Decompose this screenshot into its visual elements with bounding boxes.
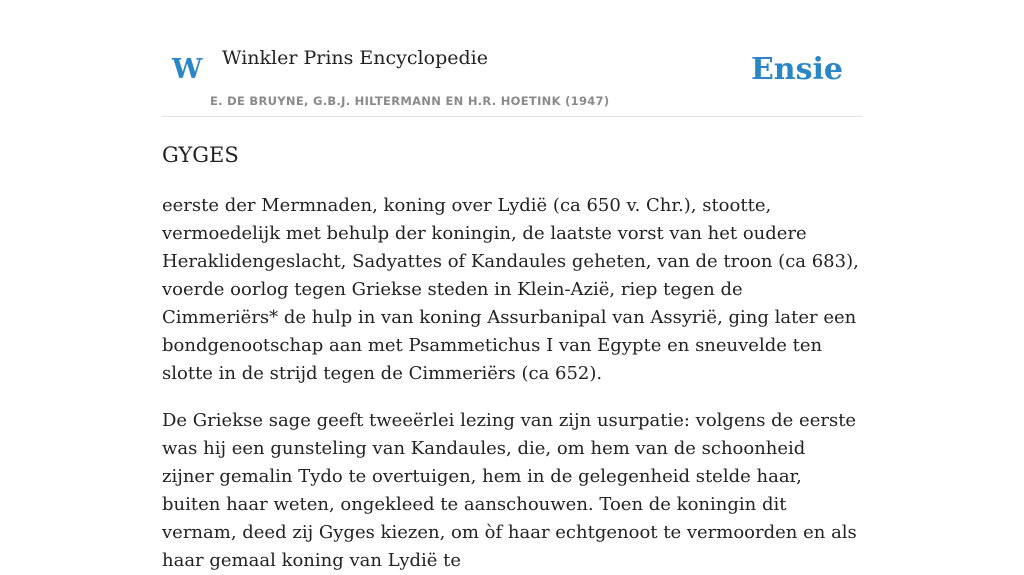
encyclopedia-header [162,0,862,117]
publication-title[interactable]: Winkler Prins Encyclopedie [222,47,488,69]
article-paragraph: eerste der Mermnaden, koning over Lydië (ca 650 v. Chr.), stootte, vermoedelijk met behulp der koningin, de laatste vorst van het oudere Heraklidengeslacht, Sadyattes of Kandaules geheten, van de troon (ca 683), voerde oorlog tegen Griekse steden in Klein-Azië, riep tegen de Cimmeriërs* de hulp in van koning Assurbanipal van Assyrië, ging later een bondgenootschap aan met Psammetichus I van Egypte en sneuvelde ten slotte in de strijd tegen de Cimmeriërs (ca 652). [162,195,859,384]
article [162,138,862,575]
article-title: GYGES [162,143,239,167]
winkler-prins-logo[interactable]: W [172,54,203,85]
publication-authors: E. DE BRUYNE, G.B.J. HILTERMANN EN H.R. HOETINK (1947) [210,94,610,108]
ensie-logo[interactable]: Ensie [750,52,843,87]
article-paragraph: De Griekse sage geeft tweeërlei lezing van zijn usurpatie: volgens de eerste was hij een gunsteling van Kandaules, die, om hem van de schoonheid zijner gemalin Tydo te overtuigen, hem in de gelegenheid stelde haar, buiten haar weten, ongekleed te aanschouwen. Toen de koningin dit vernam, deed zij Gyges kiezen, om òf haar echtgenoot te vermoorden en als haar gemaal koning van Lydië te [162,410,857,571]
